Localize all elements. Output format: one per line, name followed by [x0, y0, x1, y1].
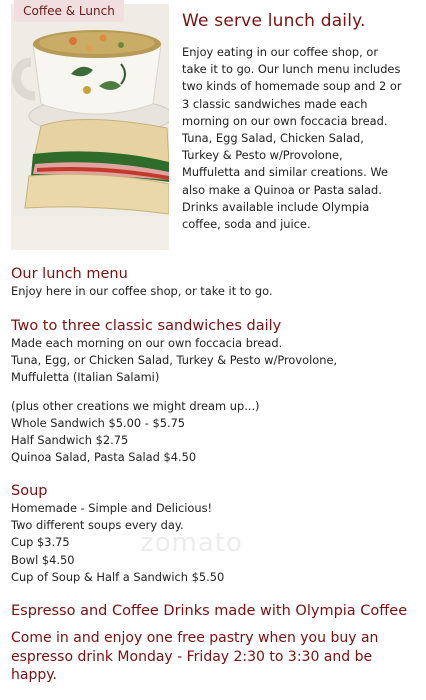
hero-line: two kinds of homemade soup and 2 or [182, 79, 402, 94]
hero-line: Turkey & Pesto w/Provolone, [182, 148, 343, 163]
hero-description [182, 44, 420, 233]
hero-line: also make a Quinoa or Pasta salad. [182, 182, 382, 197]
espresso-section [11, 602, 421, 685]
sandwich-line: Tuna, Egg, or Chicken Salad, Turkey & Pesto w/Provolone, [11, 353, 338, 368]
soup-line: Two different soups every day. [11, 518, 184, 533]
lunch-menu-text: Enjoy here in our coffee shop, or take it to go. [11, 284, 273, 298]
hero-line: 3 classic sandwiches made each [182, 96, 368, 111]
zomato-watermark: zomato [140, 528, 243, 558]
soup-line: Cup of Soup & Half a Sandwich $5.50 [11, 569, 225, 584]
sandwich-line: Made each morning on our own foccacia bread. [11, 336, 283, 350]
sandwiches-heading: Two to three classic sandwiches daily [11, 318, 282, 334]
sandwich-price-line: (plus other creations we might dream up...) [11, 398, 260, 413]
sandwiches-section [11, 317, 421, 466]
hero-line: morning on our own foccacia bread. [182, 113, 388, 128]
coffee-lunch-tab[interactable]: Coffee & Lunch [14, 0, 124, 22]
page-title: We serve lunch daily. [182, 11, 366, 31]
sandwich-price-line: Quinoa Salad, Pasta Salad $4.50 [11, 450, 197, 465]
lunch-menu-section [11, 265, 421, 300]
espresso-heading: Espresso and Coffee Drinks made with Olympia Coffee [11, 603, 408, 619]
sandwich-line: Muffuletta (Italian Salami) [11, 370, 160, 385]
soup-line: Bowl $4.50 [11, 552, 75, 567]
soup-sandwich-photo [11, 4, 169, 250]
lunch-menu-heading: Our lunch menu [11, 266, 128, 282]
hero-line: take it to go. Our lunch menu includes [182, 62, 401, 77]
hero-line: coffee, soda and juice. [182, 217, 311, 232]
soup-heading: Soup [11, 483, 48, 499]
sandwich-price-line: Whole Sandwich $5.00 - $5.75 [11, 415, 186, 430]
hero-line: Drinks available include Olympia [182, 199, 370, 214]
food-illustration [11, 4, 169, 250]
hero-line: Enjoy eating in our coffee shop, or [182, 45, 379, 59]
hero-line: Muffuletta and similar creations. We [182, 165, 388, 180]
soup-line: Cup $3.75 [11, 535, 70, 550]
espresso-line: espresso drink Monday - Friday 2:30 to 3:30 and be [11, 648, 373, 665]
sandwich-price-line: Half Sandwich $2.75 [11, 433, 129, 448]
hero-line: Tuna, Egg Salad, Chicken Salad, [182, 131, 364, 146]
espresso-line: happy. [11, 667, 57, 683]
soup-line: Homemade - Simple and Delicious! [11, 501, 213, 515]
espresso-line: Come in and enjoy one free pastry when you buy an [11, 630, 379, 646]
